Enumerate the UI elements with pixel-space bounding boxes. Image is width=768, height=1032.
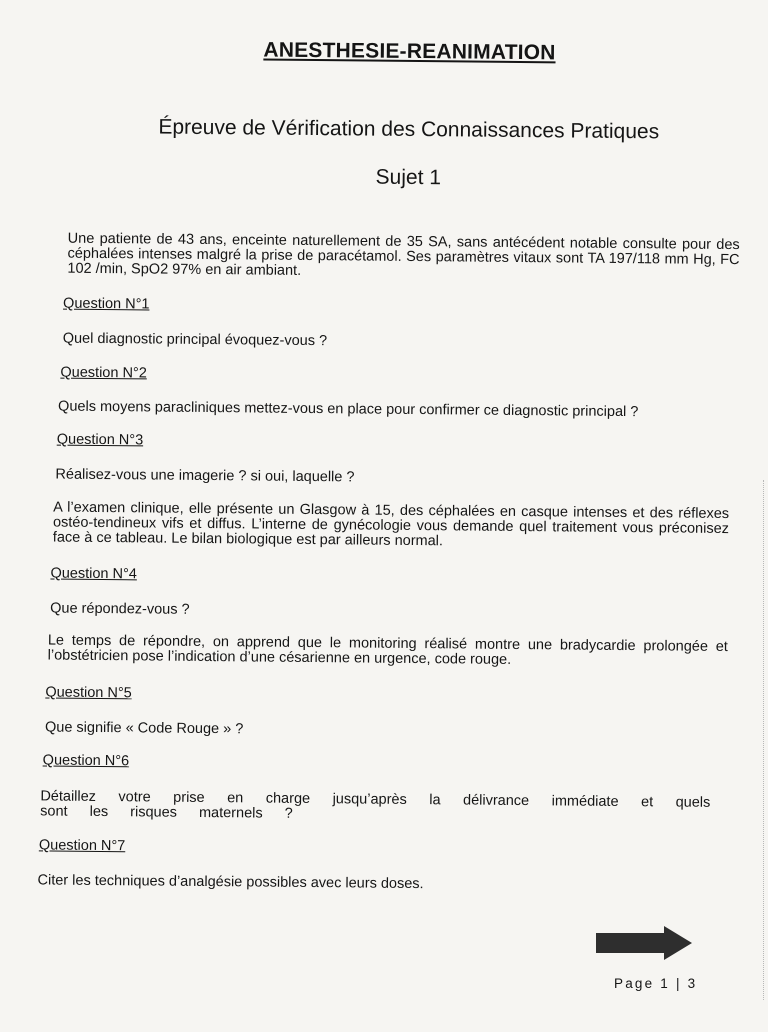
- question-2-label: Question N°2: [60, 364, 147, 382]
- scan-edge-marks: [760, 480, 764, 1000]
- question-2-text: Quels moyens paracliniques mettez-vous en place pour confirmer ce diagnostic principal ?: [58, 398, 639, 421]
- subject-number: Sujet 1: [375, 165, 442, 190]
- case-monitoring: Le temps de répondre, on apprend que le monitoring réalisé montre une bradycardie prolongée et l’obstétricien pose l’indication d’une césarienne en urgence, code rouge.: [47, 632, 728, 668]
- question-7-label: Question N°7: [38, 837, 126, 855]
- document-subtitle: Épreuve de Vérification des Connaissances Pratiques: [158, 115, 660, 144]
- question-7-text: Citer les techniques d’analgésie possibles avec leurs doses.: [37, 872, 424, 893]
- question-1-text: Quel diagnostic principal évoquez-vous ?: [62, 330, 328, 350]
- question-3-label: Question N°3: [56, 431, 144, 449]
- question-5-label: Question N°5: [45, 684, 132, 702]
- question-5-text: Que signifie « Code Rouge » ?: [44, 719, 244, 738]
- question-1-label: Question N°1: [63, 295, 150, 313]
- question-4-text: Que répondez-vous ?: [50, 600, 190, 618]
- question-6-label: Question N°6: [42, 752, 130, 770]
- document-title: ANESTHESIE-REANIMATION: [263, 38, 556, 65]
- question-6-text: Détaillez votre prise en charge jusqu’après la délivrance immédiate et quels sont les risques maternels ?: [40, 788, 711, 822]
- right-arrow-icon: [596, 926, 696, 960]
- question-3-text: Réalisez-vous une imagerie ? si oui, laquelle ?: [55, 466, 355, 486]
- case-intro: Une patiente de 43 ans, enceinte naturellement de 35 SA, sans antécédent notable consulte pour des céphalées intenses malgré la prise de paracétamol. Ses paramètres vitaux sont TA 197/118 mm Hg, FC 102 /min, SpO2 97% en air ambiant.: [67, 230, 740, 279]
- case-clinical-exam: A l’examen clinique, elle présente un Glasgow à 15, des céphalées en casque intenses et des réflexes ostéo-tendineux vifs et diffus. L’interne de gynécologie vous demande quel traitement vous préconisez face à ce tableau. Le bilan biologique est par ailleurs normal.: [52, 499, 730, 550]
- question-4-label: Question N°4: [50, 565, 137, 583]
- page-number: Page 1 | 3: [614, 976, 698, 991]
